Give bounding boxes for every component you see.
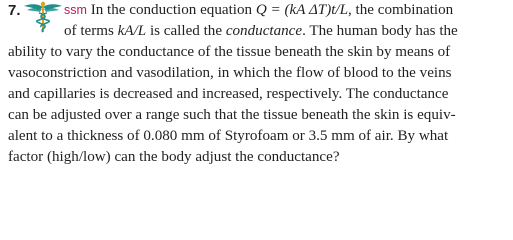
problem-line-8: factor (high/low) can the body adjust the conductance? — [8, 149, 340, 165]
problem-line-6: can be adjusted over a range such that the tissue beneath the skin is equiv- — [8, 107, 456, 123]
problem-line-4: vasoconstriction and vasodilation, in which the flow of blood to the veins — [8, 65, 452, 81]
problem-line-7: alent to a thickness of 0.080 mm of Styrofoam or 3.5 mm of air. By what — [8, 128, 449, 144]
text-segment: , the combination — [348, 2, 454, 18]
problem-line-1 — [64, 0, 453, 21]
text-segment: of terms — [64, 23, 118, 39]
text-segment: is called the — [146, 23, 226, 39]
problem-line-2 — [64, 21, 458, 42]
conductance-expression: kA/L — [117, 23, 147, 39]
ssm-tag: ssm — [64, 3, 87, 17]
problem-number: 7. — [8, 2, 21, 19]
text-segment: . The human body has the — [302, 23, 458, 39]
conduction-equation: Q = (kA ΔT)t/L — [255, 2, 348, 18]
text-segment: In the conduction equation — [90, 2, 256, 18]
caduceus-medical-icon — [23, 1, 63, 33]
problem-line-3: ability to vary the conductance of the tissue beneath the skin by means of — [8, 44, 451, 60]
problem-line-5: and capillaries is decreased and increased, respectively. The conductance — [8, 86, 449, 102]
conductance-term: conductance — [225, 23, 303, 39]
